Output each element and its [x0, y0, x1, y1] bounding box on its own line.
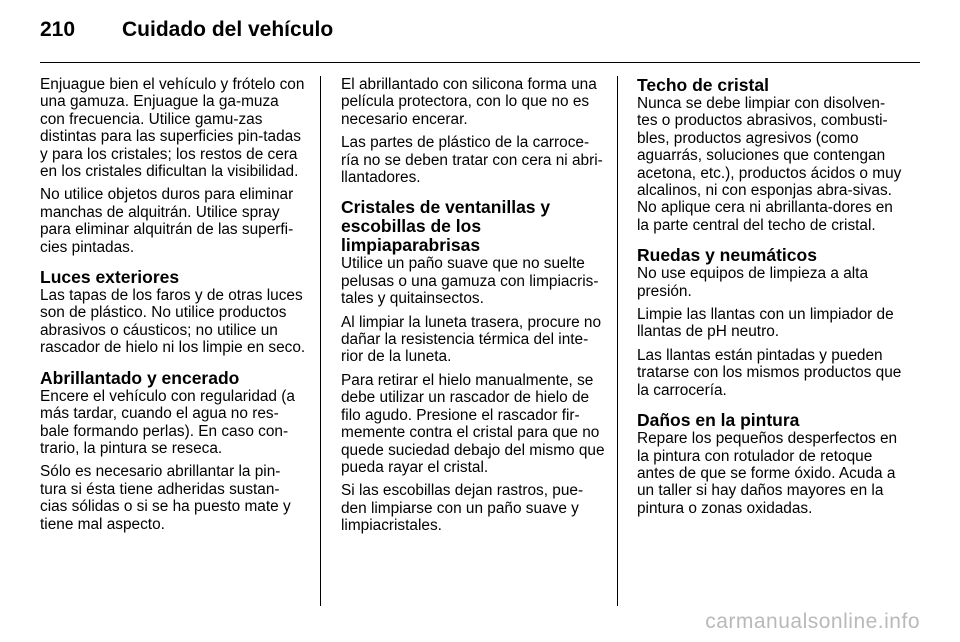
- paragraph: No utilice objetos duros para eliminar manchas de alquitrán. Utilice spray para eliminar alquitrán de las superfi-cies pintadas.: [40, 186, 294, 256]
- section-heading-danos: Daños en la pintura: [637, 410, 800, 431]
- paragraph: Limpie las llantas con un limpiador de llantas de pH neutro.: [637, 306, 894, 341]
- paragraph: Las tapas de los faros y de otras luces son de plástico. No utilice productos abrasivos o cáusticos; no utilice un rascador de hielo ni los limpie en seco.: [40, 287, 306, 357]
- paragraph: Las partes de plástico de la carroce-ría no se deben tratar con cera ni abri-llantadores.: [341, 134, 603, 187]
- paragraph: Sólo es necesario abrillantar la pin-tura si ésta tiene adheridas sustan-cias sólidas o si se ha puesto mate y tiene mal aspecto.: [40, 463, 291, 533]
- header-divider: [40, 62, 920, 63]
- page-header: [40, 18, 333, 42]
- column-divider: [320, 76, 321, 606]
- paragraph: Enjuague bien el vehículo y frótelo con una gamuza. Enjuague la ga-muza con frecuencia. Utilice gamu-zas distintas para las superficies pin-tadas y para los cristales; los restos de cera en los cristales dificultan la visibilidad.: [40, 76, 305, 181]
- section-heading-cristales: Cristales de ventanillas y escobillas de los limpiaparabrisas: [341, 197, 551, 256]
- paragraph: Al limpiar la luneta trasera, procure no dañar la resistencia térmica del inte-rior de la luneta.: [341, 313, 602, 366]
- section-heading-luces: Luces exteriores: [40, 267, 180, 288]
- page-title: Cuidado del vehículo: [122, 18, 334, 41]
- section-heading-techo: Techo de cristal: [637, 75, 769, 95]
- paragraph: Las llantas están pintadas y pueden tratarse con los mismos productos que la carrocería.: [637, 346, 902, 399]
- column-divider: [617, 76, 618, 606]
- section-heading-abrillantado: Abrillantado y encerado: [40, 367, 240, 388]
- paragraph: Encere el vehículo con regularidad (a más tardar, cuando el agua no res-bale formando perlas). En caso con-trario, la pintura se reseca.: [40, 387, 295, 457]
- paragraph: Nunca se debe limpiar con disolven-tes o productos abrasivos, combusti-bles, productos agresivos (como aguarrás, soluciones que contengan acetona, etc.), productos ácidos o muy alcalinos, ni con esponjas abra-sivas. No aplique cera ni abrillanta-dores en la parte central del techo de cristal.: [637, 95, 902, 234]
- watermark: carmanualsonline.info: [705, 610, 920, 633]
- paragraph: Utilice un paño suave que no suelte pelusas o una gamuza con limpiacris-tales y quitainsectos.: [341, 255, 599, 308]
- paragraph: El abrillantado con silicona forma una película protectora, con lo que no es necesario encerar.: [341, 76, 597, 128]
- paragraph: Para retirar el hielo manualmente, se debe utilizar un rascador de hielo de filo agudo. Presione el rascador fir-memente contra el cristal para que no quede suciedad debajo del mismo que pueda rayar el cristal.: [341, 371, 605, 476]
- paragraph: Repare los pequeños desperfectos en la pintura con rotulador de retoque antes de que se forme óxido. Acuda a un taller si hay daños mayores en la pintura o zonas oxidadas.: [637, 430, 898, 517]
- section-heading-ruedas: Ruedas y neumáticos: [637, 245, 817, 266]
- page-number: 210: [40, 18, 76, 41]
- column-1: [40, 76, 306, 539]
- paragraph: No use equipos de limpieza a alta presión.: [637, 265, 869, 300]
- column-2: [341, 76, 607, 541]
- paragraph: Si las escobillas dejan rastros, pue-den limpiarse con un paño suave y limpiacristales.: [341, 482, 584, 535]
- column-3: [637, 76, 903, 523]
